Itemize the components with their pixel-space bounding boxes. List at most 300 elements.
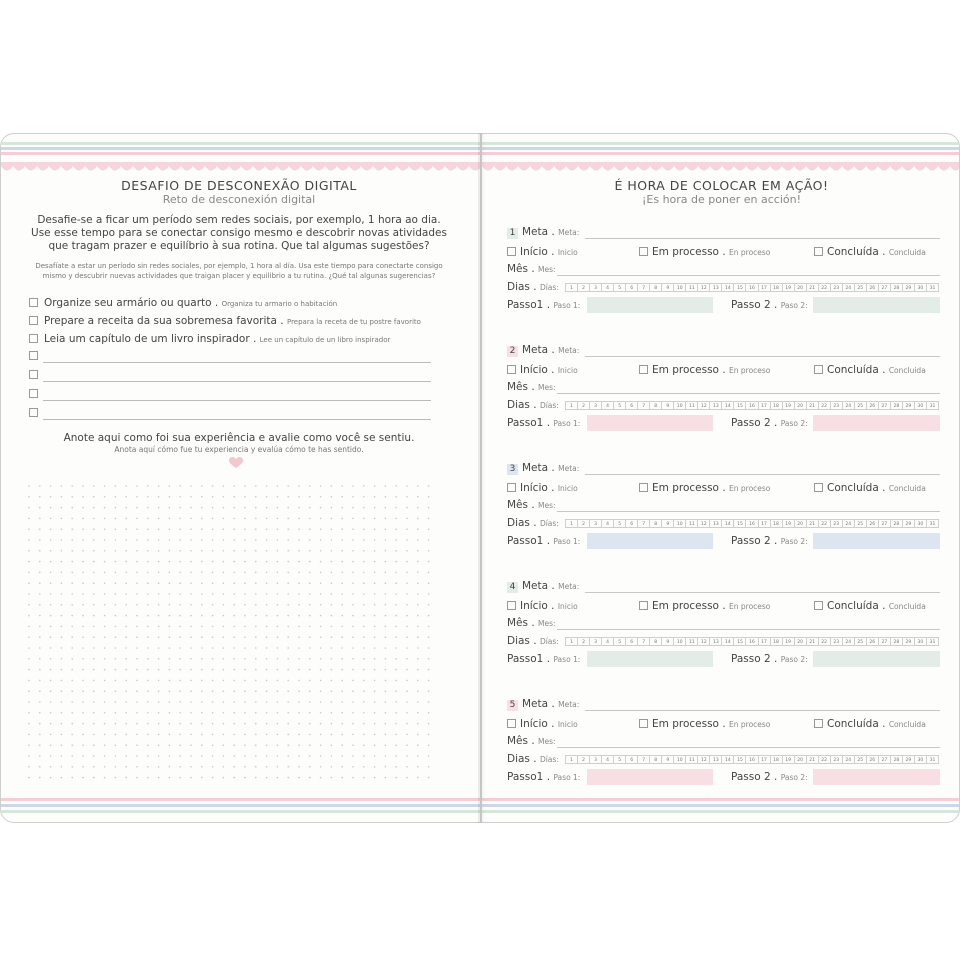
day-cell[interactable]: 7 [637, 283, 649, 292]
day-cell[interactable]: 27 [878, 519, 890, 528]
mes-write-line[interactable] [557, 511, 940, 512]
mes-label-es: Mes: [538, 265, 556, 274]
day-cell[interactable]: 10 [673, 637, 685, 646]
day-cell[interactable]: 23 [830, 519, 842, 528]
status-concluida[interactable] [814, 246, 926, 258]
meta-write-line[interactable] [585, 592, 940, 593]
day-cell[interactable]: 29 [902, 637, 914, 646]
suggestion-item[interactable]: Leia um capítulo de um livro inspirador . Lee un capítulo de un libro inspirador [29, 333, 431, 347]
mes-write-line[interactable] [557, 275, 940, 276]
separator: . [533, 399, 537, 411]
day-cell[interactable]: 27 [878, 401, 890, 410]
dias-label: Dias [507, 517, 530, 529]
day-cell[interactable]: 8 [649, 283, 661, 292]
month-row[interactable] [507, 499, 940, 513]
day-cell[interactable]: 2 [577, 637, 589, 646]
separator: . [774, 653, 778, 665]
day-cell[interactable]: 18 [770, 283, 782, 292]
goal-meta-row[interactable] [507, 462, 940, 476]
day-cell[interactable]: 28 [890, 755, 902, 764]
day-cell[interactable]: 29 [902, 283, 914, 292]
day-cell[interactable]: 1 [565, 283, 577, 292]
bottom-stripe-blue [1, 804, 480, 807]
dias-label: Dias [507, 399, 530, 411]
day-cell[interactable]: 5 [613, 755, 625, 764]
status-label-es: Inicio [557, 366, 578, 375]
day-cell[interactable]: 10 [673, 755, 685, 764]
status-concluida[interactable] [814, 718, 926, 730]
day-cell[interactable]: 26 [866, 755, 878, 764]
passo2-label: Passo 2 [731, 653, 771, 665]
suggestion-item[interactable]: Organize seu armário ou quarto . Organiza tu armario o habitación [29, 297, 431, 311]
checkbox[interactable] [507, 719, 516, 728]
day-cell[interactable]: 21 [806, 755, 818, 764]
top-stripe-green [1, 142, 480, 145]
day-cell[interactable]: 17 [758, 401, 770, 410]
day-cell[interactable]: 8 [649, 519, 661, 528]
separator: . [531, 381, 535, 393]
day-cell[interactable]: 24 [842, 401, 854, 410]
notes-prompt-es: Anota aquí cómo fue tu experiencia y evalúa cómo te has sentido. [114, 445, 364, 454]
meta-write-line[interactable] [585, 710, 940, 711]
day-cell[interactable]: 5 [613, 283, 625, 292]
day-cell[interactable]: 29 [902, 755, 914, 764]
day-cell[interactable]: 22 [818, 519, 830, 528]
days-row [507, 753, 940, 767]
day-cell[interactable]: 4 [601, 637, 613, 646]
meta-label: Meta [522, 344, 549, 356]
status-concluida[interactable] [814, 482, 926, 494]
separator: . [722, 718, 726, 730]
day-cell[interactable]: 23 [830, 283, 842, 292]
day-cell[interactable]: 3 [589, 283, 601, 292]
goal-block [507, 698, 940, 798]
right-page [481, 133, 960, 823]
day-cell[interactable]: 11 [685, 401, 697, 410]
day-cell[interactable]: 16 [745, 755, 757, 764]
checkbox[interactable] [814, 601, 823, 610]
checkbox[interactable] [814, 483, 823, 492]
day-cell[interactable]: 9 [661, 637, 673, 646]
day-cell[interactable]: 20 [794, 401, 806, 410]
day-cell[interactable]: 15 [733, 283, 745, 292]
passo2-label-es: Paso 2: [780, 537, 808, 546]
checkbox[interactable] [29, 408, 38, 417]
checkbox[interactable] [507, 365, 516, 374]
day-cell[interactable]: 27 [878, 637, 890, 646]
day-cell[interactable]: 14 [721, 637, 733, 646]
separator: . [551, 580, 555, 592]
month-row[interactable] [507, 617, 940, 631]
month-row[interactable] [507, 263, 940, 277]
status-em-processo[interactable] [639, 246, 770, 258]
bottom-stripe-pink [1, 798, 480, 801]
day-cell[interactable]: 12 [697, 519, 709, 528]
day-cell[interactable]: 28 [890, 637, 902, 646]
day-cell[interactable]: 6 [625, 637, 637, 646]
days-tracker [565, 283, 939, 293]
day-cell[interactable]: 14 [721, 519, 733, 528]
day-cell[interactable]: 25 [854, 637, 866, 646]
day-cell[interactable]: 8 [649, 755, 661, 764]
status-inicio[interactable] [507, 718, 578, 730]
day-cell[interactable]: 30 [914, 755, 926, 764]
day-cell[interactable]: 26 [866, 637, 878, 646]
mes-write-line[interactable] [557, 393, 940, 394]
passo2-field[interactable] [813, 651, 940, 667]
day-cell[interactable]: 30 [914, 283, 926, 292]
day-cell[interactable]: 9 [661, 755, 673, 764]
day-cell[interactable]: 14 [721, 401, 733, 410]
goal-meta-row[interactable] [507, 344, 940, 358]
day-cell[interactable]: 7 [637, 519, 649, 528]
blank-suggestion[interactable] [29, 407, 431, 421]
day-cell[interactable]: 30 [914, 519, 926, 528]
status-label: Concluída [827, 718, 879, 730]
status-em-processo[interactable] [639, 482, 770, 494]
day-cell[interactable]: 10 [673, 519, 685, 528]
day-cell[interactable]: 16 [745, 401, 757, 410]
passo2-label-es: Paso 2: [780, 419, 808, 428]
day-cell[interactable]: 11 [685, 283, 697, 292]
day-cell[interactable]: 25 [854, 283, 866, 292]
day-cell[interactable]: 31 [926, 755, 939, 764]
day-cell[interactable]: 9 [661, 401, 673, 410]
meta-write-line[interactable] [585, 238, 940, 239]
checkbox[interactable] [507, 247, 516, 256]
status-concluida[interactable] [814, 364, 926, 376]
day-cell[interactable]: 2 [577, 283, 589, 292]
day-cell[interactable]: 11 [685, 637, 697, 646]
passo1-label: Passo1 [507, 653, 544, 665]
day-cell[interactable]: 3 [589, 755, 601, 764]
day-cell[interactable]: 8 [649, 401, 661, 410]
mes-label: Mês [507, 499, 528, 511]
dias-label-es: Días: [539, 637, 559, 646]
day-cell[interactable]: 3 [589, 637, 601, 646]
day-cell[interactable]: 26 [866, 283, 878, 292]
day-cell[interactable]: 11 [685, 519, 697, 528]
mes-label-es: Mes: [538, 619, 556, 628]
day-cell[interactable]: 15 [733, 519, 745, 528]
day-cell[interactable]: 5 [613, 401, 625, 410]
day-cell[interactable]: 4 [601, 401, 613, 410]
day-cell[interactable]: 3 [589, 401, 601, 410]
day-cell[interactable]: 30 [914, 401, 926, 410]
day-cell[interactable]: 23 [830, 637, 842, 646]
day-cell[interactable]: 19 [782, 755, 794, 764]
checkbox[interactable] [814, 719, 823, 728]
day-cell[interactable]: 9 [661, 283, 673, 292]
day-cell[interactable]: 12 [697, 755, 709, 764]
day-cell[interactable]: 29 [902, 519, 914, 528]
day-cell[interactable]: 23 [830, 755, 842, 764]
day-cell[interactable]: 31 [926, 637, 939, 646]
status-label-es: Inicio [557, 484, 578, 493]
checkbox[interactable] [639, 601, 648, 610]
passo2-field[interactable] [813, 533, 940, 549]
passo1-label: Passo1 [507, 417, 544, 429]
mes-write-line[interactable] [557, 629, 940, 630]
day-cell[interactable]: 30 [914, 637, 926, 646]
write-line[interactable] [43, 362, 431, 363]
day-cell[interactable]: 24 [842, 755, 854, 764]
challenge-paragraph-es: Desafíate a estar un período sin redes sociales, por ejemplo, 1 hora al día. Usa este tiempo para conectarte consigo mismo y descubrir nuevas actividades que traigan placer y equilibrio a tu rutina. ¿Qué tal algunas sugerencias? [35, 262, 443, 280]
day-cell[interactable]: 13 [709, 637, 721, 646]
write-line[interactable] [43, 381, 431, 382]
day-cell[interactable]: 4 [601, 519, 613, 528]
day-cell[interactable]: 9 [661, 519, 673, 528]
passo2-field[interactable] [813, 297, 940, 313]
day-cell[interactable]: 15 [733, 637, 745, 646]
challenge-paragraph: Desafie-se a ficar um período sem redes sociais, por exemplo, 1 hora ao dia. Use esse tempo para se conectar consigo mesmo e descobrir novas atividades que tragam prazer e equilíbrio à sua rotina. Que tal algumas sugestões? [31, 214, 447, 252]
day-cell[interactable]: 21 [806, 401, 818, 410]
day-cell[interactable]: 22 [818, 401, 830, 410]
day-cell[interactable]: 25 [854, 401, 866, 410]
day-cell[interactable]: 7 [637, 755, 649, 764]
dot-grid-notes-area[interactable] [27, 484, 437, 784]
meta-write-line[interactable] [585, 356, 940, 357]
checkbox[interactable] [507, 601, 516, 610]
day-cell[interactable]: 17 [758, 755, 770, 764]
blank-suggestion[interactable] [29, 388, 431, 402]
day-cell[interactable]: 6 [625, 401, 637, 410]
meta-write-line[interactable] [585, 474, 940, 475]
checkbox[interactable] [29, 298, 38, 307]
passo2-label: Passo 2 [731, 535, 771, 547]
day-cell[interactable]: 20 [794, 283, 806, 292]
day-cell[interactable]: 27 [878, 283, 890, 292]
day-cell[interactable]: 19 [782, 401, 794, 410]
checkbox[interactable] [29, 370, 38, 379]
goal-number: 2 [507, 346, 518, 357]
checkbox[interactable] [639, 719, 648, 728]
meta-label-es: Meta: [558, 464, 580, 473]
day-cell[interactable]: 10 [673, 283, 685, 292]
mes-write-line[interactable] [557, 747, 940, 748]
book-spine [478, 133, 486, 823]
blank-suggestion[interactable] [29, 350, 431, 364]
passo1-label-group [507, 653, 580, 665]
dias-label-es: Días: [539, 755, 559, 764]
day-cell[interactable]: 18 [770, 519, 782, 528]
bottom-stripe-green [1, 810, 480, 813]
day-cell[interactable]: 3 [589, 519, 601, 528]
day-cell[interactable]: 15 [733, 401, 745, 410]
day-cell[interactable]: 23 [830, 401, 842, 410]
passo2-field[interactable] [813, 415, 940, 431]
day-cell[interactable]: 1 [565, 401, 577, 410]
passo2-field[interactable] [813, 769, 940, 785]
month-row[interactable] [507, 381, 940, 395]
passo1-field[interactable] [587, 769, 713, 785]
status-inicio[interactable] [507, 600, 578, 612]
day-cell[interactable]: 4 [601, 755, 613, 764]
day-cell[interactable]: 6 [625, 519, 637, 528]
checkbox[interactable] [29, 316, 38, 325]
goal-block [507, 462, 940, 562]
write-line[interactable] [43, 419, 431, 420]
checkbox[interactable] [29, 334, 38, 343]
separator: . [722, 600, 726, 612]
day-cell[interactable]: 31 [926, 519, 939, 528]
checkbox[interactable] [29, 389, 38, 398]
passo1-label: Passo1 [507, 535, 544, 547]
dias-label-es: Días: [539, 283, 559, 292]
checkbox[interactable] [507, 483, 516, 492]
goal-meta-row[interactable] [507, 226, 940, 240]
separator: . [533, 753, 537, 765]
day-cell[interactable]: 8 [649, 637, 661, 646]
day-cell[interactable]: 5 [613, 519, 625, 528]
dias-label: Dias [507, 281, 530, 293]
mes-label-es: Mes: [538, 737, 556, 746]
day-cell[interactable]: 2 [577, 519, 589, 528]
day-cell[interactable]: 2 [577, 401, 589, 410]
day-cell[interactable]: 29 [902, 401, 914, 410]
month-row[interactable] [507, 735, 940, 749]
day-cell[interactable]: 6 [625, 755, 637, 764]
status-label-es: En proceso [729, 720, 771, 729]
day-cell[interactable]: 14 [721, 755, 733, 764]
day-cell[interactable]: 28 [890, 401, 902, 410]
day-cell[interactable]: 31 [926, 283, 939, 292]
days-tracker [565, 637, 939, 647]
status-label: Início [520, 482, 548, 494]
status-inicio[interactable] [507, 482, 578, 494]
checkbox[interactable] [814, 247, 823, 256]
day-cell[interactable]: 26 [866, 519, 878, 528]
status-concluida[interactable] [814, 600, 926, 612]
passo1-label-es: Paso 1: [553, 301, 581, 310]
day-cell[interactable]: 21 [806, 637, 818, 646]
goal-meta-row[interactable] [507, 698, 940, 712]
day-cell[interactable]: 25 [854, 755, 866, 764]
checkbox[interactable] [29, 351, 38, 360]
day-cell[interactable]: 16 [745, 637, 757, 646]
day-cell[interactable]: 22 [818, 283, 830, 292]
day-cell[interactable]: 26 [866, 401, 878, 410]
day-cell[interactable]: 18 [770, 401, 782, 410]
day-cell[interactable]: 4 [601, 283, 613, 292]
day-cell[interactable]: 13 [709, 283, 721, 292]
separator: . [533, 517, 537, 529]
day-cell[interactable]: 19 [782, 519, 794, 528]
day-cell[interactable]: 20 [794, 637, 806, 646]
day-cell[interactable]: 6 [625, 283, 637, 292]
day-cell[interactable]: 12 [697, 283, 709, 292]
day-cell[interactable]: 12 [697, 637, 709, 646]
status-label-es: En proceso [729, 248, 771, 257]
passo1-field[interactable] [587, 415, 713, 431]
status-label: Início [520, 718, 548, 730]
day-cell[interactable]: 22 [818, 755, 830, 764]
day-cell[interactable]: 19 [782, 637, 794, 646]
day-cell[interactable]: 1 [565, 637, 577, 646]
left-subtitle: Reto de desconexión digital [162, 193, 316, 206]
day-cell[interactable]: 18 [770, 755, 782, 764]
separator: . [551, 364, 555, 376]
day-cell[interactable]: 21 [806, 283, 818, 292]
status-em-processo[interactable] [639, 364, 770, 376]
bottom-stripe-green [482, 810, 959, 813]
day-cell[interactable]: 1 [565, 755, 577, 764]
day-cell[interactable]: 16 [745, 519, 757, 528]
day-cell[interactable]: 13 [709, 401, 721, 410]
day-cell[interactable]: 25 [854, 519, 866, 528]
day-cell[interactable]: 17 [758, 637, 770, 646]
separator: . [882, 364, 886, 376]
day-cell[interactable]: 17 [758, 519, 770, 528]
mes-label: Mês [507, 263, 528, 275]
day-cell[interactable]: 17 [758, 283, 770, 292]
status-inicio[interactable] [507, 364, 578, 376]
checkbox[interactable] [639, 483, 648, 492]
day-cell[interactable]: 18 [770, 637, 782, 646]
passo1-field[interactable] [587, 651, 713, 667]
goal-block [507, 580, 940, 680]
suggestion-label: Organize seu armário ou quarto [44, 297, 212, 309]
day-cell[interactable]: 12 [697, 401, 709, 410]
top-stripe-pink [1, 152, 480, 155]
day-cell[interactable]: 7 [637, 637, 649, 646]
day-cell[interactable]: 27 [878, 755, 890, 764]
day-cell[interactable]: 28 [890, 283, 902, 292]
day-cell[interactable]: 15 [733, 755, 745, 764]
top-stripe-green [482, 142, 959, 145]
day-cell[interactable]: 21 [806, 519, 818, 528]
suggestion-item[interactable]: Prepare a receita da sua sobremesa favorita . Prepara la receta de tu postre favorito [29, 315, 431, 329]
planner-spread [0, 133, 960, 823]
passo1-field[interactable] [587, 533, 713, 549]
passo1-label-es: Paso 1: [553, 773, 581, 782]
passo1-field[interactable] [587, 297, 713, 313]
status-inicio[interactable] [507, 246, 578, 258]
status-em-processo[interactable] [639, 718, 770, 730]
day-cell[interactable]: 24 [842, 637, 854, 646]
blank-suggestion[interactable] [29, 369, 431, 383]
day-cell[interactable]: 13 [709, 519, 721, 528]
day-cell[interactable]: 16 [745, 283, 757, 292]
day-cell[interactable]: 20 [794, 519, 806, 528]
day-cell[interactable]: 14 [721, 283, 733, 292]
mes-label-es: Mes: [538, 383, 556, 392]
checkbox[interactable] [814, 365, 823, 374]
day-cell[interactable]: 13 [709, 755, 721, 764]
mes-label-es: Mes: [538, 501, 556, 510]
day-cell[interactable]: 5 [613, 637, 625, 646]
day-cell[interactable]: 22 [818, 637, 830, 646]
status-em-processo[interactable] [639, 600, 770, 612]
day-cell[interactable]: 2 [577, 755, 589, 764]
day-cell[interactable]: 11 [685, 755, 697, 764]
day-cell[interactable]: 7 [637, 401, 649, 410]
day-cell[interactable]: 10 [673, 401, 685, 410]
checkbox[interactable] [639, 365, 648, 374]
day-cell[interactable]: 24 [842, 519, 854, 528]
day-cell[interactable]: 20 [794, 755, 806, 764]
day-cell[interactable]: 24 [842, 283, 854, 292]
day-cell[interactable]: 19 [782, 283, 794, 292]
goal-number: 4 [507, 582, 518, 593]
day-cell[interactable]: 1 [565, 519, 577, 528]
write-line[interactable] [43, 400, 431, 401]
passo1-label-group [507, 535, 580, 547]
checkbox[interactable] [639, 247, 648, 256]
goal-meta-row[interactable] [507, 580, 940, 594]
day-cell[interactable]: 31 [926, 401, 939, 410]
day-cell[interactable]: 28 [890, 519, 902, 528]
